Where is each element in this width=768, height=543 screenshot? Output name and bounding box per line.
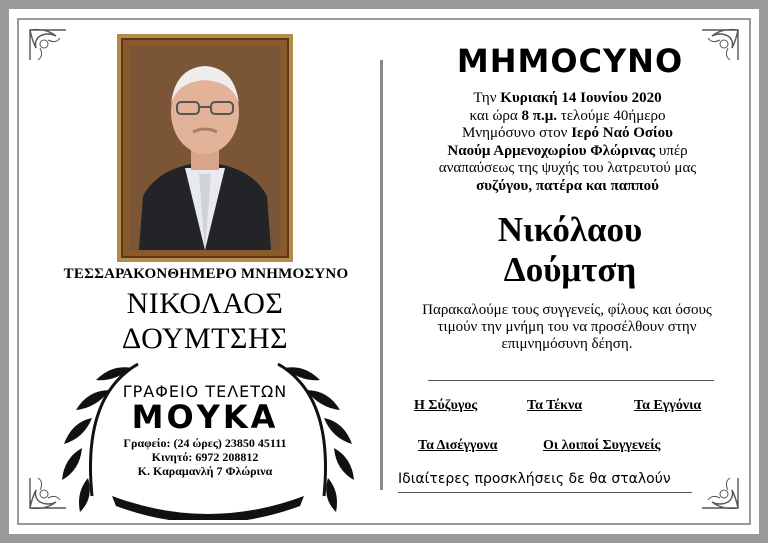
- funeral-home-mobile-phone: Κινητό: 6972 208812: [151, 450, 259, 464]
- announcement-text: [395, 90, 740, 195]
- announcement-church: Ιερό Ναό Οσίου: [571, 125, 673, 141]
- announcement-relations: συζύγου, πατέρα και παππού: [476, 177, 659, 194]
- funeral-home-name: ΜΟΥΚΑ: [131, 398, 279, 436]
- funeral-home-label: ΓΡΑΦΕΙΟ ΤΕΛΕΤΩΝ: [122, 382, 288, 401]
- announcement-date: Κυριακή 14 Ιουνίου 2020: [500, 90, 662, 106]
- corner-ornament-icon: [26, 26, 72, 66]
- page-title: ΜΗΜΟCΥΝΟ: [456, 42, 684, 80]
- signature-great-grandchildren: Τα Δισέγγονα: [418, 438, 498, 453]
- portrait-frame: [117, 34, 293, 262]
- signature-grandchildren: Τα Εγγόνια: [634, 398, 702, 413]
- invitation-request: Παρακαλούμε τους συγγενείς, φίλους και όσους τιμούν την μνήμη του να προσέλθουν στην επιμνημόσυνη δέηση.: [422, 302, 712, 352]
- announcement-location: Ναούμ Αρμενοχωρίου Φλώρινας: [447, 142, 656, 159]
- announcement-time: 8 π.μ.: [521, 107, 557, 124]
- announcement-line1-prefix: Την: [473, 90, 501, 106]
- signature-children: Τα Τέκνα: [527, 398, 583, 413]
- portrait-photo: [129, 46, 281, 250]
- announcement-line4-suffix: υπέρ: [655, 142, 688, 159]
- deceased-first-name: ΝΙΚΟΛΑΟΣ: [126, 287, 284, 320]
- signature-relatives: Οι λοιποί Συγγενείς: [543, 438, 661, 453]
- separator-line: [428, 380, 714, 381]
- announcement-line3-prefix: Μνημόσυνο στον: [462, 125, 572, 141]
- announcement-line5: αναπαύσεως της ψυχής του λατρευτού μας: [438, 160, 697, 176]
- no-invitations-note: Ιδιαίτερες προσκλήσεις δε θα σταλούν: [398, 471, 671, 487]
- memorial-type-heading: ΤΕΣΣΑΡΑΚΟΝΘΗΜΕΡΟ ΜΝΗΜΟΣΥΝΟ: [63, 266, 349, 282]
- deceased-last-name: ΔΟΥΜΤΣΗΣ: [121, 322, 289, 355]
- deceased-name-first: Νικόλαου: [497, 210, 643, 249]
- announcement-line2-suffix: τελούμε 40ήμερο: [556, 107, 666, 124]
- column-divider: [380, 60, 383, 490]
- funeral-home-address: Κ. Καραμανλή 7 Φλώρινα: [137, 464, 273, 478]
- signature-spouse: Η Σύζυγος: [414, 398, 478, 413]
- funeral-home-office-phone: Γραφείο: (24 ώρες) 23850 45111: [123, 436, 287, 450]
- corner-ornament-icon: [696, 472, 742, 512]
- deceased-name-last: Δούμτση: [503, 250, 637, 289]
- announcement-line2-prefix: και ώρα: [469, 107, 522, 124]
- footer-underline: [398, 492, 692, 493]
